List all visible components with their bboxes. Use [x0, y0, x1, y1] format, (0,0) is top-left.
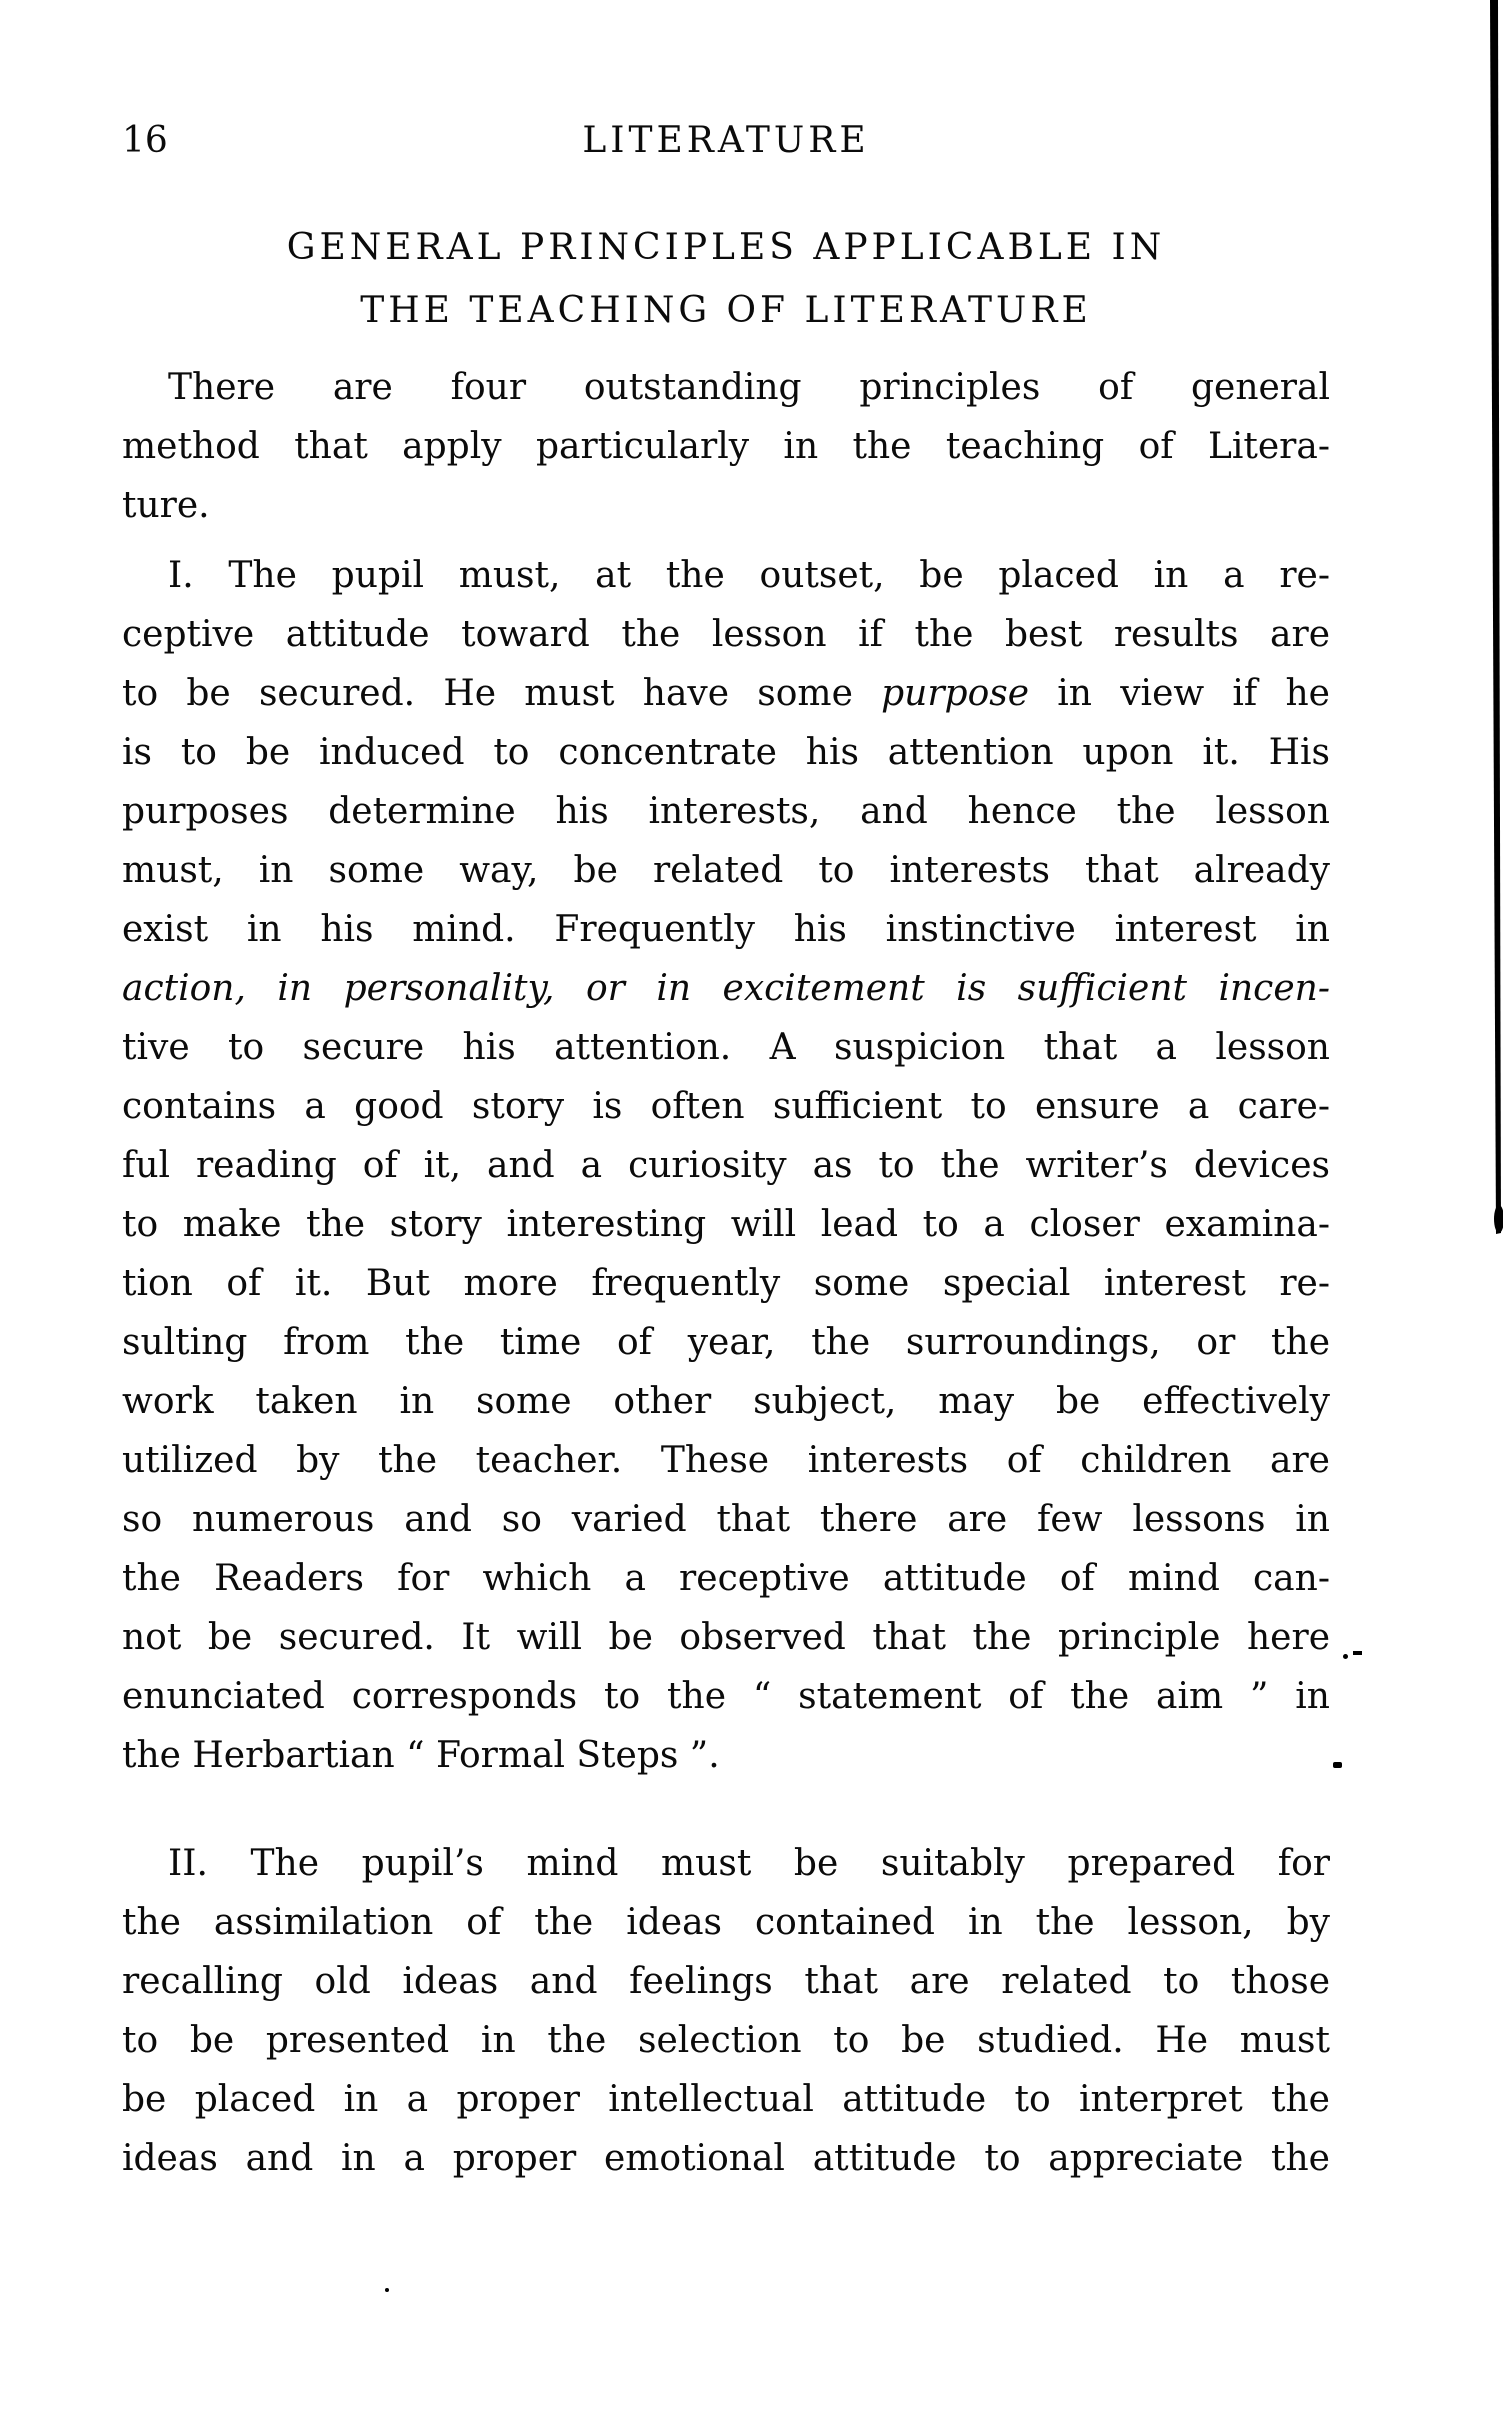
- text-segment: the Herbartian “ Formal Steps ”.: [122, 1735, 720, 1776]
- text-segment: recalling old ideas and feelings that are related to those: [122, 1961, 1330, 2002]
- text-segment: in view if he: [1029, 673, 1330, 714]
- text-line: [122, 1893, 1330, 1952]
- text-line: [122, 1195, 1330, 1254]
- italic-text-segment: action, in personality, or in excitement is sufficient incen-: [122, 968, 1330, 1009]
- text-line: [122, 2011, 1330, 2070]
- text-line: [122, 959, 1330, 1018]
- text-line: [122, 782, 1330, 841]
- text-segment: ideas and in a proper emotional attitude to appreciate the: [122, 2138, 1330, 2179]
- text-segment: not be secured. It will be observed that the principle here: [122, 1617, 1330, 1658]
- ink-speck: [1333, 1762, 1342, 1768]
- italic-text-segment: purpose: [881, 673, 1030, 714]
- running-head: LITERATURE: [582, 120, 870, 161]
- text-line: [122, 2070, 1330, 2129]
- text-segment: There are four outstanding principles of general: [168, 367, 1330, 408]
- text-line: [122, 1077, 1330, 1136]
- text-segment: exist in his mind. Frequently his instinctive interest in: [122, 909, 1330, 950]
- text-line: [122, 1018, 1330, 1077]
- text-line: [122, 1952, 1330, 2011]
- text-line: [122, 1667, 1330, 1726]
- text-line: [122, 723, 1330, 782]
- paragraph-principle-one: [122, 546, 1330, 1785]
- text-line: [122, 1254, 1330, 1313]
- text-segment: II. The pupil’s mind must be suitably prepared for: [168, 1843, 1330, 1884]
- text-line: [122, 358, 1330, 417]
- text-line: [122, 2129, 1330, 2188]
- text-segment: so numerous and so varied that there are few lessons in: [122, 1499, 1330, 1540]
- text-line: [122, 476, 1330, 535]
- text-line: [122, 1608, 1330, 1667]
- text-line: [122, 1431, 1330, 1490]
- paragraph-intro: [122, 358, 1330, 535]
- ink-speck: [1343, 1654, 1348, 1659]
- text-line: [122, 1726, 1330, 1785]
- text-line: [122, 546, 1330, 605]
- text-segment: the assimilation of the ideas contained in the lesson, by: [122, 1902, 1330, 1943]
- text-line: [122, 1549, 1330, 1608]
- text-line: [122, 1372, 1330, 1431]
- text-line: [122, 1490, 1330, 1549]
- text-segment: tive to secure his attention. A suspicion that a lesson: [122, 1027, 1330, 1068]
- page-number: 16: [122, 120, 168, 161]
- text-segment: the Readers for which a receptive attitude of mind can-: [122, 1558, 1330, 1599]
- ink-speck: [385, 2288, 389, 2292]
- text-segment: ture.: [122, 485, 210, 526]
- text-line: [122, 605, 1330, 664]
- text-segment: work taken in some other subject, may be effectively: [122, 1381, 1330, 1422]
- text-line: [122, 417, 1330, 476]
- text-segment: sulting from the time of year, the surroundings, or the: [122, 1322, 1330, 1363]
- text-segment: I. The pupil must, at the outset, be placed in a re-: [168, 555, 1330, 596]
- text-line: [122, 900, 1330, 959]
- text-line: [122, 1313, 1330, 1372]
- text-segment: method that apply particularly in the teaching of Litera-: [122, 426, 1330, 467]
- text-segment: utilized by the teacher. These interests of children are: [122, 1440, 1330, 1481]
- text-segment: ceptive attitude toward the lesson if the best results are: [122, 614, 1330, 655]
- chapter-heading-line-2: THE TEACHING OF LITERATURE: [360, 290, 1092, 331]
- text-segment: tion of it. But more frequently some special interest re-: [122, 1263, 1330, 1304]
- text-segment: is to be induced to concentrate his attention upon it. His: [122, 732, 1330, 773]
- text-line: [122, 841, 1330, 900]
- text-line: [122, 1834, 1330, 1893]
- text-segment: purposes determine his interests, and hence the lesson: [122, 791, 1330, 832]
- text-segment: to be secured. He must have some: [122, 673, 882, 714]
- chapter-heading-line-1: GENERAL PRINCIPLES APPLICABLE IN: [286, 227, 1166, 268]
- text-segment: contains a good story is often sufficient to ensure a care-: [122, 1086, 1330, 1127]
- text-segment: ful reading of it, and a curiosity as to the writer’s devices: [122, 1145, 1330, 1186]
- text-segment: to be presented in the selection to be studied. He must: [122, 2020, 1330, 2061]
- ink-speck: [1353, 1651, 1362, 1655]
- paragraph-principle-two: [122, 1834, 1330, 2188]
- text-segment: be placed in a proper intellectual attitude to interpret the: [122, 2079, 1330, 2120]
- text-segment: to make the story interesting will lead to a closer examina-: [122, 1204, 1330, 1245]
- text-line: [122, 1136, 1330, 1195]
- text-segment: enunciated corresponds to the “ statement of the aim ” in: [122, 1676, 1330, 1717]
- text-segment: must, in some way, be related to interests that already: [122, 850, 1330, 891]
- text-line: [122, 664, 1330, 723]
